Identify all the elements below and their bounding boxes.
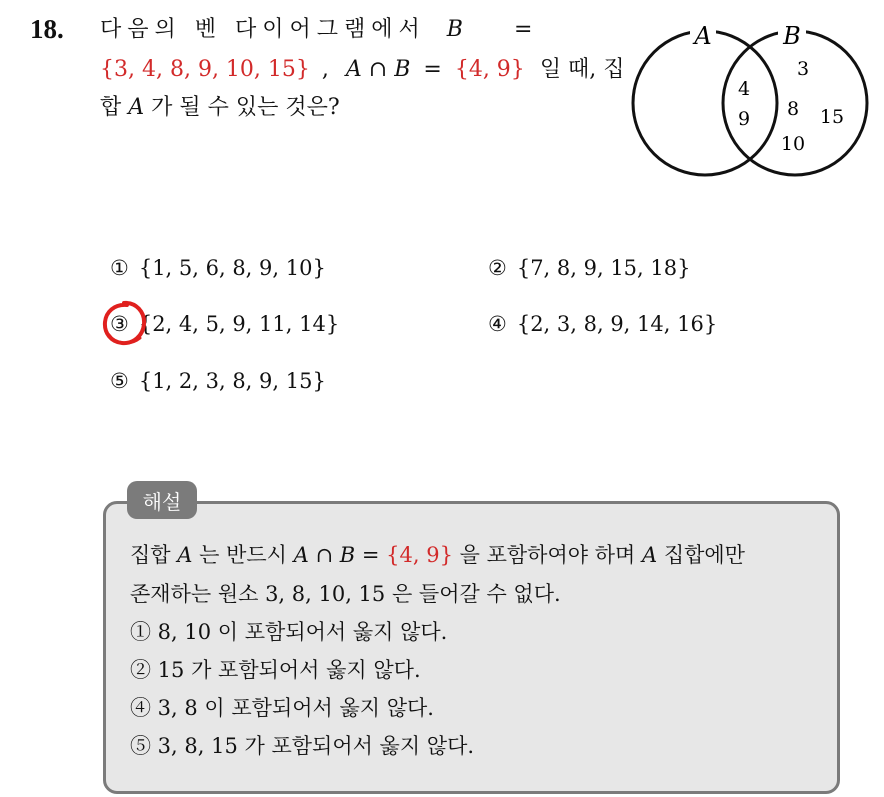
- solution-line-1: [130, 539, 745, 569]
- venn-element: 10: [780, 133, 806, 155]
- solution-text: 는 반드시: [199, 543, 287, 567]
- choice-set: {2, 4, 5, 9, 11, 14}: [138, 312, 340, 336]
- venn-element: 3: [796, 58, 810, 80]
- choice-marker: ⑤: [110, 369, 129, 393]
- set-a-var: A: [128, 95, 145, 120]
- venn-label-a: A: [694, 22, 712, 50]
- intersection-expr: A ∩ B: [345, 57, 411, 82]
- solution-line-4: ② 15 가 포함되어서 옳지 않다.: [130, 658, 421, 682]
- solution-line-5: ④ 3, 8 이 포함되어서 옳지 않다.: [130, 696, 434, 720]
- choice-4[interactable]: [488, 312, 717, 336]
- choice-set: {1, 2, 3, 8, 9, 15}: [138, 369, 326, 393]
- choice-1[interactable]: [110, 256, 326, 280]
- solution-text: 집합: [130, 543, 171, 567]
- intersection-expr: A ∩ B =: [293, 543, 380, 567]
- question-text-3b: 가 될 수 있는 것은?: [151, 95, 340, 120]
- question-number: 18.: [30, 14, 64, 44]
- question-text: 다음의 벤 다이어그램에서: [100, 17, 426, 42]
- choice-set: {7, 8, 9, 15, 18}: [516, 256, 691, 280]
- question-line-1: [100, 12, 532, 43]
- solution-line-6: ⑤ 3, 8, 15 가 포함되어서 옳지 않다.: [130, 734, 475, 758]
- comma: ,: [321, 57, 329, 82]
- set-b-var: B: [446, 17, 463, 42]
- choice-5[interactable]: [110, 369, 326, 393]
- solution-text: 을 포함하여야 하며: [459, 543, 636, 567]
- set-a-var: A: [641, 543, 658, 567]
- venn-element: 4: [737, 78, 751, 100]
- venn-element: 8: [786, 98, 800, 120]
- set-a-var: A: [177, 543, 193, 567]
- question-text-3a: 합: [100, 95, 122, 120]
- intersection-set: {4, 9}: [454, 57, 525, 82]
- choice-marker: ③: [110, 312, 129, 336]
- choice-2[interactable]: [488, 256, 690, 280]
- equals-sign-2: =: [423, 57, 442, 82]
- choice-marker: ①: [110, 256, 129, 280]
- solution-tab: 해설: [127, 481, 197, 519]
- question-line-2: [100, 52, 625, 83]
- choice-set: {2, 3, 8, 9, 14, 16}: [516, 312, 718, 336]
- venn-element: 15: [819, 106, 845, 128]
- set-b-elements: {3, 4, 8, 9, 10, 15}: [100, 57, 310, 82]
- choice-marker: ④: [488, 312, 507, 336]
- solution-line-3: ① 8, 10 이 포함되어서 옳지 않다.: [130, 620, 448, 644]
- choice-set: {1, 5, 6, 8, 9, 10}: [138, 256, 326, 280]
- choice-marker: ②: [488, 256, 507, 280]
- solution-line-2: 존재하는 원소 3, 8, 10, 15 은 들어갈 수 없다.: [130, 582, 561, 606]
- solution-text: 집합에만: [663, 543, 745, 567]
- answer-marking-circle: [100, 299, 148, 347]
- circle-a: [633, 31, 777, 175]
- question-line-3: [100, 90, 340, 121]
- question-text-2: 일 때, 집: [539, 57, 625, 82]
- equals-sign: =: [513, 17, 533, 42]
- venn-diagram: [630, 20, 870, 180]
- intersection-set: {4, 9}: [386, 543, 453, 567]
- venn-element: 9: [737, 108, 751, 130]
- venn-label-b: B: [783, 22, 801, 50]
